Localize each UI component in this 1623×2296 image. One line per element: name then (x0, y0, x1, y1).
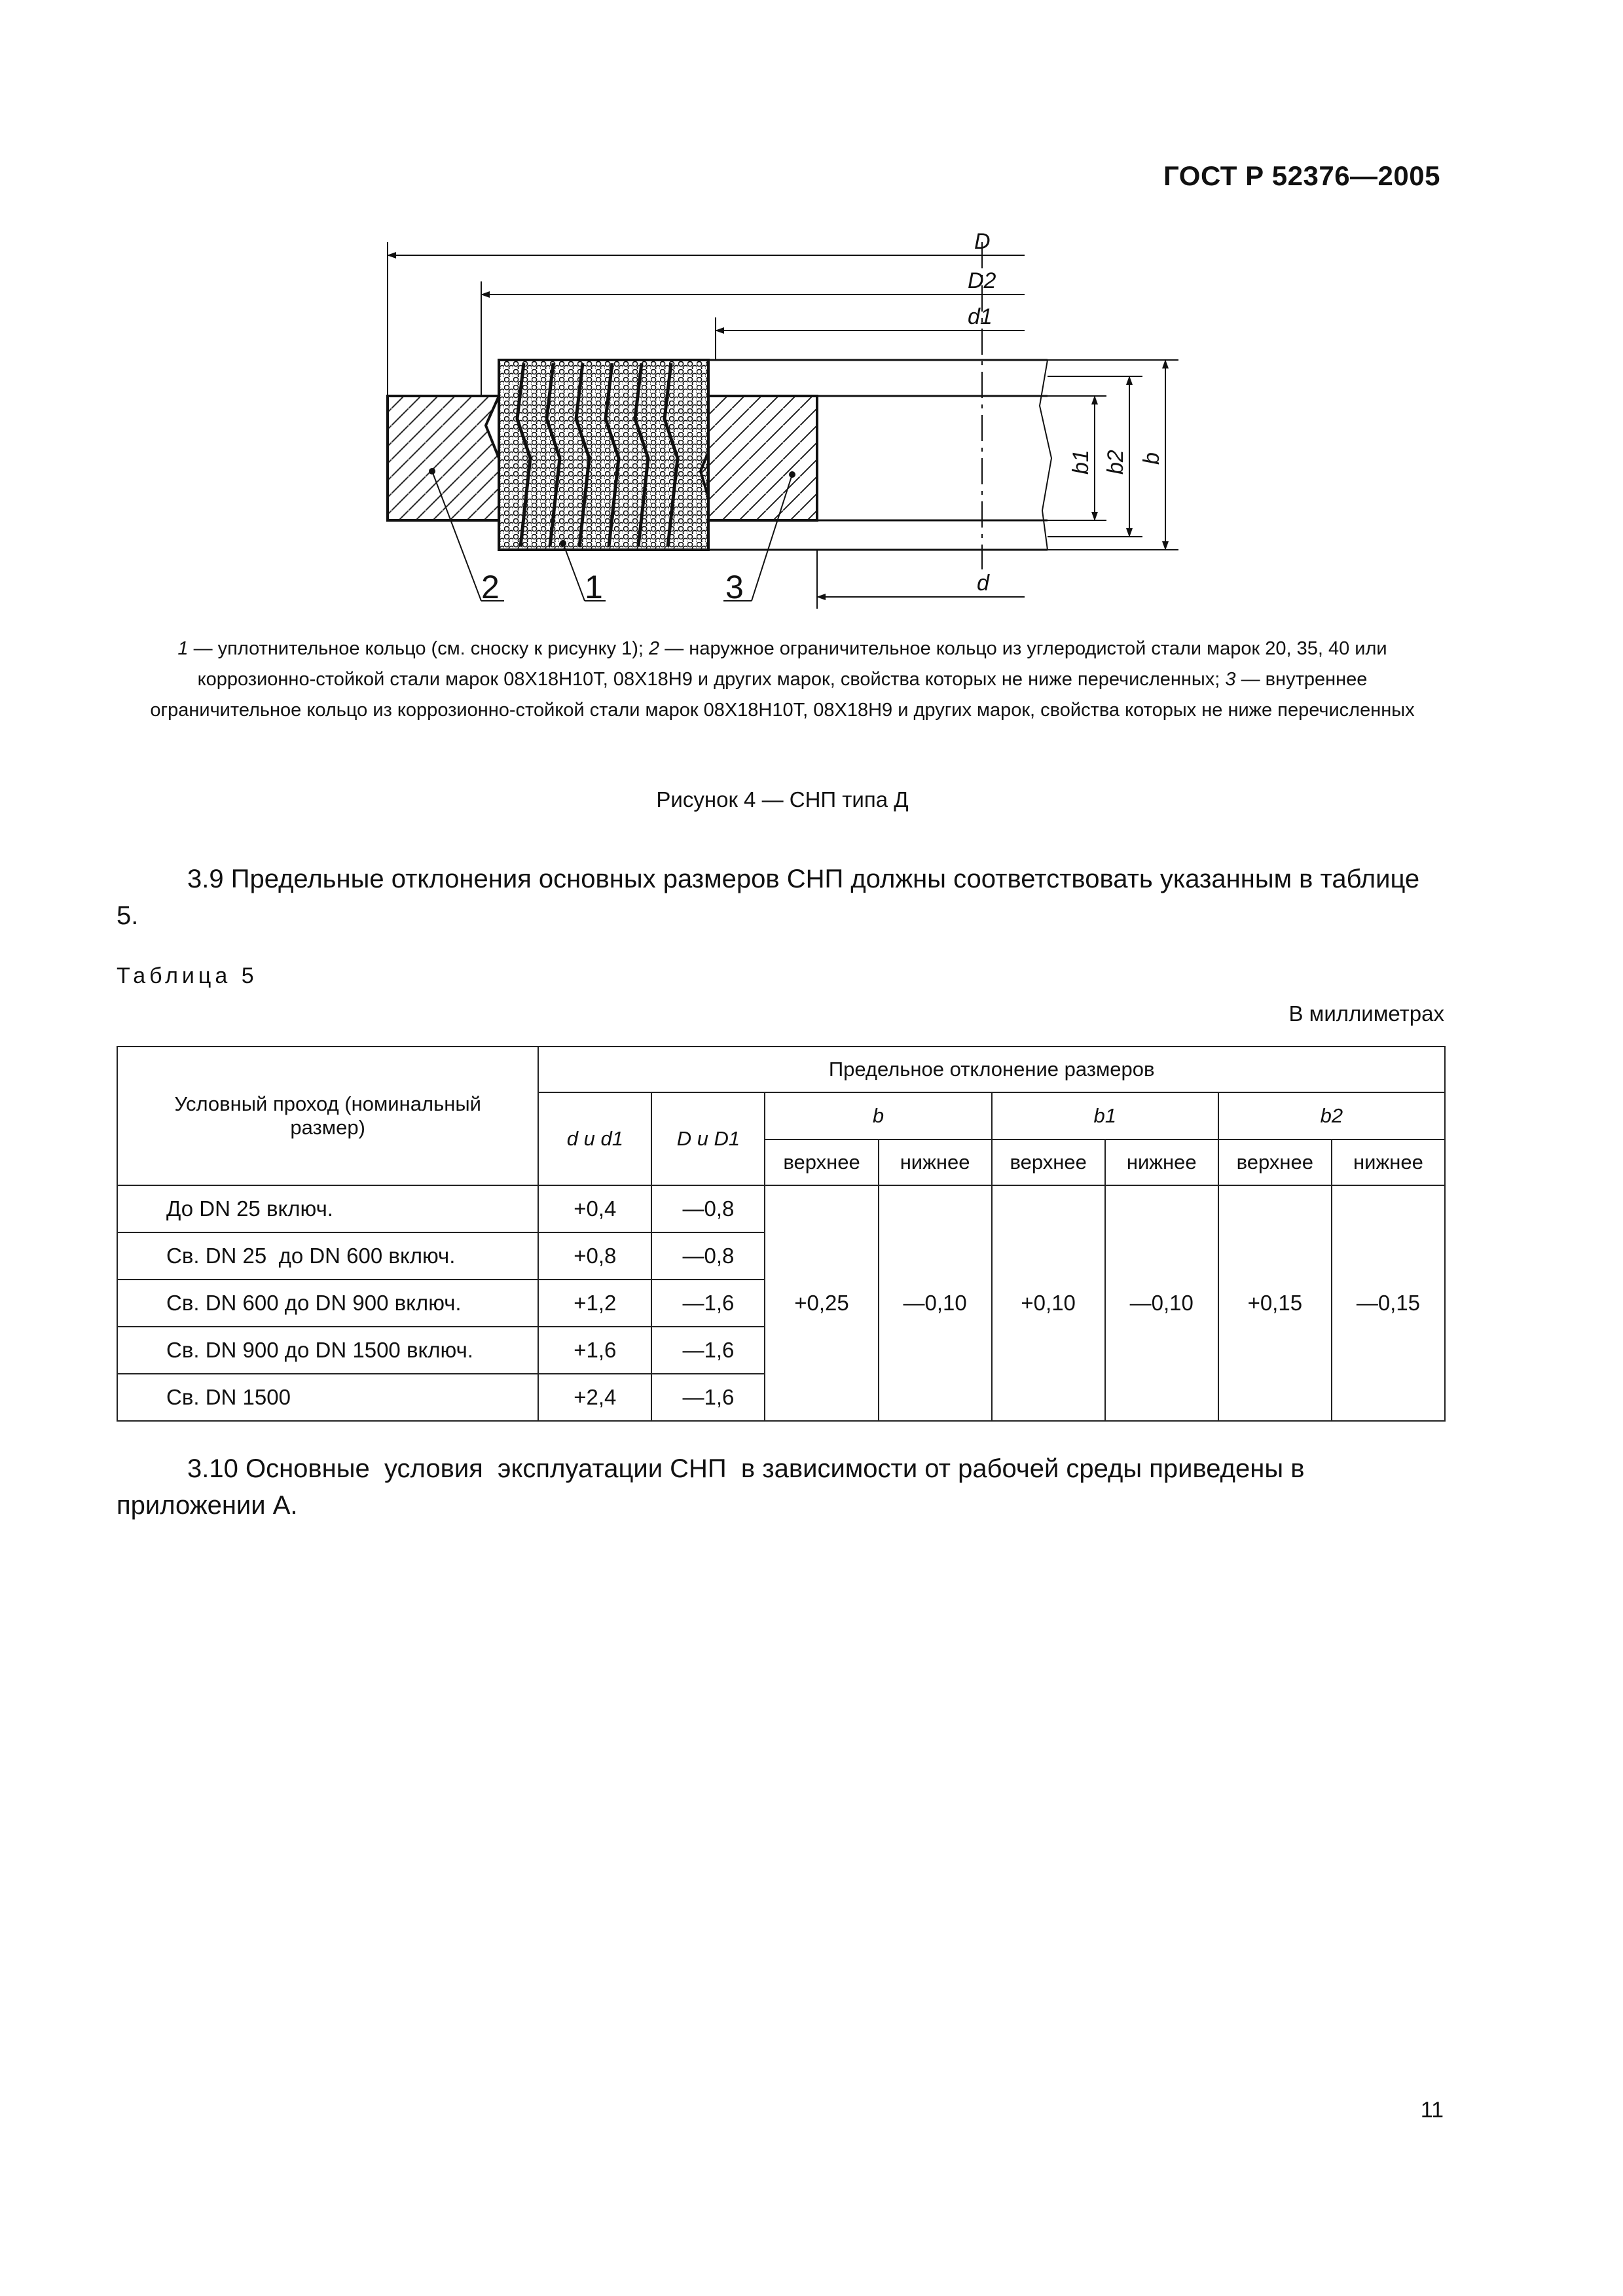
b1-upper-value: +0,10 (992, 1185, 1105, 1421)
inner-ring (701, 396, 817, 520)
label-d: d (977, 571, 989, 596)
label-D2: D2 (968, 268, 996, 293)
row-d: +1,2 (538, 1280, 651, 1327)
header-d: d и d1 (538, 1092, 651, 1185)
row-d: +0,8 (538, 1232, 651, 1280)
legend-num-2: 2 (649, 638, 660, 659)
header-b-lower: нижнее (879, 1139, 992, 1185)
header-size: Условный проход (номинальный размер) (117, 1047, 538, 1185)
label-D: D (974, 229, 991, 254)
header-b1-lower: нижнее (1105, 1139, 1218, 1185)
table-title: Таблица 5 (117, 963, 258, 988)
row-size: Св. DN 1500 (117, 1374, 538, 1421)
row-d: +0,4 (538, 1185, 651, 1232)
header-b: b (765, 1092, 991, 1139)
label-b2: b2 (1103, 450, 1128, 475)
paragraph-3-9: 3.9 Предельные отклонения основных размеров СНП должны соответствовать указанным в таблице 5. (117, 865, 1420, 930)
b-upper-value: +0,25 (765, 1185, 878, 1421)
header-b1-upper: верхнее (992, 1139, 1105, 1185)
callout-3: 3 (725, 569, 744, 605)
label-b1: b1 (1068, 450, 1093, 475)
figure-caption: Рисунок 4 — СНП типа Д (656, 787, 909, 812)
row-D: —1,6 (651, 1374, 765, 1421)
b1-lower-value: —0,10 (1105, 1185, 1218, 1421)
table-row (117, 1185, 1445, 1232)
legend-text-3: — внутреннее ограничительное кольцо из коррозионно-стойкой стали марок 08Х18Н10Т, 08Х18Н9 и других марок, свойства которых не ниже перечисленных (150, 669, 1415, 721)
gasket-drawing (367, 219, 1192, 612)
label-b: b (1139, 452, 1164, 465)
header-b-upper: верхнее (765, 1139, 878, 1185)
callout-2: 2 (481, 569, 500, 605)
header-b2-lower: нижнее (1332, 1139, 1445, 1185)
legend-num-3: 3 (1225, 669, 1236, 690)
row-D: —0,8 (651, 1185, 765, 1232)
label-d1: d1 (968, 304, 993, 329)
row-size: Св. DN 900 до DN 1500 включ. (117, 1327, 538, 1374)
b2-lower-value: —0,15 (1332, 1185, 1445, 1421)
row-D: —0,8 (651, 1232, 765, 1280)
header-b2-upper: верхнее (1218, 1139, 1332, 1185)
row-size: До DN 25 включ. (117, 1185, 538, 1232)
document-header: ГОСТ Р 52376—2005 (1163, 160, 1440, 191)
sealing-ring (499, 360, 708, 550)
header-deviation: Предельное отклонение размеров (538, 1047, 1445, 1092)
row-D: —1,6 (651, 1280, 765, 1327)
b-lower-value: —0,10 (879, 1185, 992, 1421)
callout-1: 1 (585, 569, 603, 605)
figure-legend (121, 634, 1444, 726)
table-units: В миллиметрах (1288, 1001, 1444, 1026)
header-b1: b1 (992, 1092, 1218, 1139)
row-d: +2,4 (538, 1374, 651, 1421)
legend-text-2: — наружное ограничительное кольцо из углеродистой стали марок 20, 35, 40 или коррозионно-стойкой стали марок 08Х18Н10Т, 08Х18Н9 и других марок, свойства которых не ниже перечисленных; (197, 638, 1387, 690)
row-size: Св. DN 25 до DN 600 включ. (117, 1232, 538, 1280)
header-b2: b2 (1218, 1092, 1445, 1139)
row-d: +1,6 (538, 1327, 651, 1374)
b2-upper-value: +0,15 (1218, 1185, 1332, 1421)
paragraph-3-10: 3.10 Основные условия эксплуатации СНП в зависимости от рабочей среды приведены в приложении А. (117, 1454, 1312, 1520)
row-D: —1,6 (651, 1327, 765, 1374)
header-D: D и D1 (651, 1092, 765, 1185)
legend-text-1: — уплотнительное кольцо (см. сноску к рисунку 1); (188, 638, 649, 659)
tolerance-table (117, 1046, 1446, 1422)
row-size: Св. DN 600 до DN 900 включ. (117, 1280, 538, 1327)
page-number: 11 (1420, 2098, 1444, 2123)
legend-num-1: 1 (177, 638, 189, 659)
